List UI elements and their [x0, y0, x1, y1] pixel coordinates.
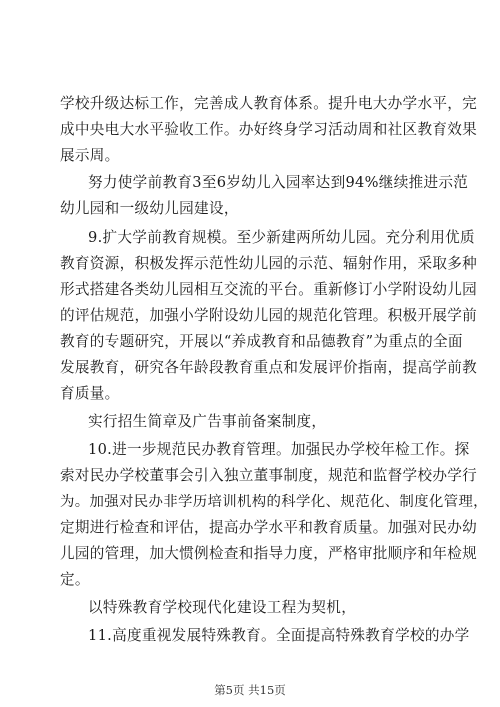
text-line: 儿园的管理，加大惯例检查和指导力度，严格审批顺序和年检规	[60, 545, 478, 562]
text-line: 发展教育，研究各年龄段教育重点和发展评价指南，提高学前教	[60, 359, 478, 376]
text-line: 11.高度重视发展特殊教育。全面提高特殊教育学校的办学	[88, 627, 470, 644]
text-line: 努力使学前教育3至6岁幼儿入园率达到94%继续推进示范	[88, 174, 469, 191]
text-line: 的评估规范，加强小学附设幼儿园的规范化管理。积极开展学前	[60, 307, 478, 324]
text-line: 幼儿园和一级幼儿园建设，	[60, 200, 239, 217]
text-line: 学校升级达标工作，完善成人教育体系。提升电大办学水平，完	[60, 95, 478, 112]
text-line: 索对民办学校董事会引入独立董事制度，规范和监督学校办学行	[60, 467, 478, 484]
text-line: 实行招生简章及广告事前备案制度，	[88, 413, 327, 430]
page-number-footer: 第5页 共15页	[214, 683, 286, 697]
text-line: 育质量。	[60, 385, 120, 402]
text-line: 定期进行检查和评估，提高办学水平和教育质量。加强对民办幼	[60, 519, 478, 536]
text-line: 教育资源，积极发挥示范性幼儿园的示范、辐射作用，采取多种	[60, 255, 478, 272]
text-line: 教育的专题研究，开展以“养成教育和品德教育”为重点的全面	[60, 333, 463, 350]
text-line: 展示周。	[60, 147, 120, 164]
text-line: 10.进一步规范民办教育管理。加强民办学校年检工作。探	[88, 441, 470, 458]
text-line: 形式搭建各类幼儿园相互交流的平台。重新修订小学附设幼儿园	[60, 281, 478, 298]
text-line: 为。加强对民办非学历培训机构的科学化、规范化、制度化管理，	[60, 494, 488, 510]
text-line: 定。	[60, 571, 90, 588]
text-line: 成中央电大水平验收工作。办好终身学习活动周和社区教育效果	[60, 121, 478, 138]
text-line: 以特殊教育学校现代化建设工程为契机，	[88, 599, 357, 616]
text-line: 9.扩大学前教育规模。至少新建两所幼儿园。充分利用优质	[88, 229, 475, 246]
